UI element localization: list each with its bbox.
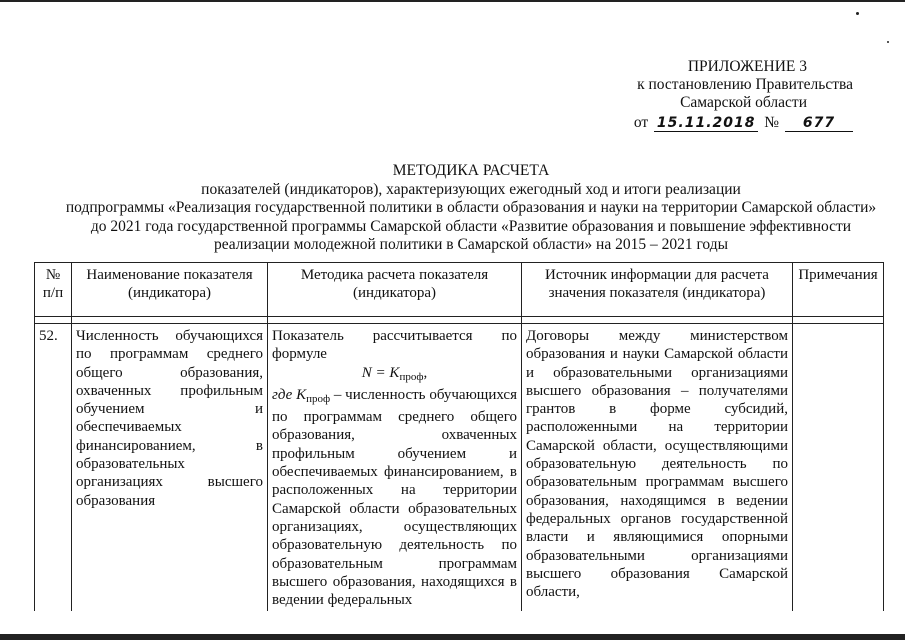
formula-end: , [423,364,428,381]
formula-lhs: N = K [361,364,400,381]
from-label: от [633,114,649,131]
row-notes [793,324,884,612]
table-row [35,324,884,612]
header-notes: Примечания [793,263,884,317]
appendix-date-line [634,114,853,132]
heading-line-3: подпрограммы «Реализация государственной политики в области образования и науки на территории Самарской области» [65,199,877,216]
appendix-line-1: к постановлению Правительства [637,76,853,93]
heading-line-2: показателей (индикаторов), характеризующих ежегодный ход и итоги реализации [201,180,741,198]
heading-line-4: до 2021 года государственной программы Самарской области «Развитие образования и повышение эффективности [90,217,852,235]
method-where-symbol: где K [272,386,307,403]
row-method [268,324,522,612]
method-where-subscript: проф [306,392,331,405]
handwritten-date: 15.11.2018 [654,115,758,132]
appendix-line-2: Самарской области [680,94,807,111]
method-description: – численность обучающихся по программам среднего общего образования, охваченных профильным обучением и обеспечиваемых финансированием, в расположенных на территории Самарской области образовательных организациях, осуществляющих образовательную деятельность по образовательным программам высшего образования, находящихся в ведении федеральных [272,386,517,609]
scan-speck [887,41,889,43]
scan-top-edge [0,0,905,2]
table-header-row [35,263,884,317]
formula [272,364,517,386]
document-heading [40,162,902,255]
heading-line-5: реализации молодежной политики в Самарской области» на 2015 – 2021 годы [213,236,729,253]
heading-line-1: МЕТОДИКА РАСЧЕТА [392,162,550,179]
number-label: № [764,114,779,131]
header-name: Наименование показателя (индикатора) [72,263,268,317]
table-gap-row [35,317,884,324]
formula-subscript: проф [399,370,424,383]
appendix-title: ПРИЛОЖЕНИЕ 3 [687,58,807,75]
scan-bottom-edge [0,634,905,640]
scan-speck [856,12,859,15]
header-number: № п/п [35,263,72,317]
header-method: Методика расчета показателя (индикатора) [268,263,522,317]
row-number: 52. [35,324,72,612]
row-indicator-name: Численность обучающихся по программам среднего общего образования, охваченных профильным обучением и обеспечиваемых финансированием, в образовательных организациях высшего образования [72,324,268,612]
header-source: Источник информации для расчета значения показателя (индикатора) [522,263,793,317]
method-intro: Показатель рассчитывается по формуле [272,328,517,363]
appendix-block [634,58,853,132]
indicators-table [34,262,884,611]
method-where [272,387,517,608]
handwritten-number: 677 [785,115,853,132]
row-source: Договоры между министерством образования и науки Самарской области и образовательными организациями высшего образования – получателями грантов в форме субсидий, расположенными на территории Самарской области, осуществляющими образовательную деятельность по образовательным программам высшего образования, находящимся в ведении федеральных органов государственной власти и являющимися опорными образовательными организациями высшего образования Самарской области, [522,324,793,612]
